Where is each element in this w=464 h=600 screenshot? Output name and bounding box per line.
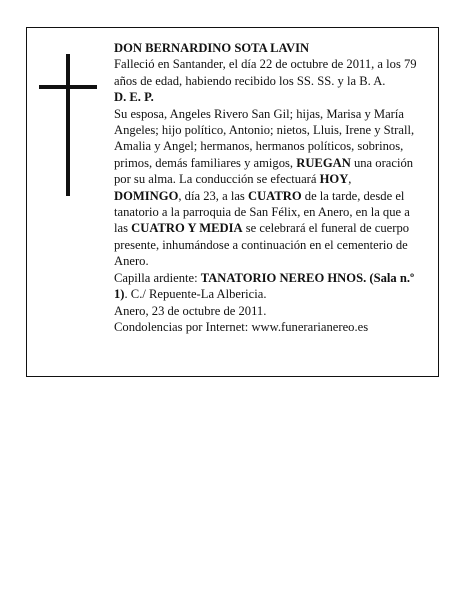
cross-vertical-bar <box>66 54 70 196</box>
sala-number: (Sala n.º 1) <box>114 270 415 302</box>
deceased-name: DON BERNARDINO SOTA LAVIN <box>114 41 310 55</box>
date-line: Anero, 23 de octubre de 2011. <box>114 303 267 318</box>
hoy-word: HOY <box>319 172 349 187</box>
cross-icon <box>39 54 97 196</box>
domingo-word: DOMINGO <box>114 188 179 203</box>
rip-line: D. E. P. <box>114 90 154 105</box>
ruegan-word: RUEGAN <box>296 155 351 170</box>
chapel-line: Capilla ardiente: TANATORIO NEREO HNOS. (Sala n.º 1). C./ Repuente-La Albericia. <box>114 270 415 302</box>
cross-horizontal-bar <box>39 85 97 89</box>
death-announcement: Falleció en Santander, el día 22 de octubre de 2011, a los 79 años de edad, habiendo recibido los SS. SS. y la B. A. <box>114 57 417 88</box>
cuatro-word: CUATRO <box>247 188 302 203</box>
cuatro-media-word: CUATRO Y MEDIA <box>131 221 243 236</box>
condolences-line: Condolencias por Internet: www.funerarianereo.es <box>114 319 369 334</box>
obituary-notice <box>26 27 439 377</box>
chapel-name: TANATORIO NEREO HNOS. <box>200 270 367 285</box>
notice-text <box>114 40 422 335</box>
family-paragraph: Su esposa, Angeles Rivero San Gil; hijas, Marisa y María Angeles; hijo político, Antonio; nietos, Lluis, Irene y Strall, Amalia y Angel; hermanos, hermanos políticos, sobrinos, primos, demás familiares y amigos, RUEGAN una oración por su alma. La conducción se efectuará HOY, DOMINGO, día 23, a las CUATRO de la tarde, desde el tanatorio a la parroquia de San Félix, en Anero, en la que a las CUATRO Y MEDIA se celebrará el funeral de cuerpo presente, inhumándose a continuación en el cementerio de Anero. <box>114 106 415 269</box>
